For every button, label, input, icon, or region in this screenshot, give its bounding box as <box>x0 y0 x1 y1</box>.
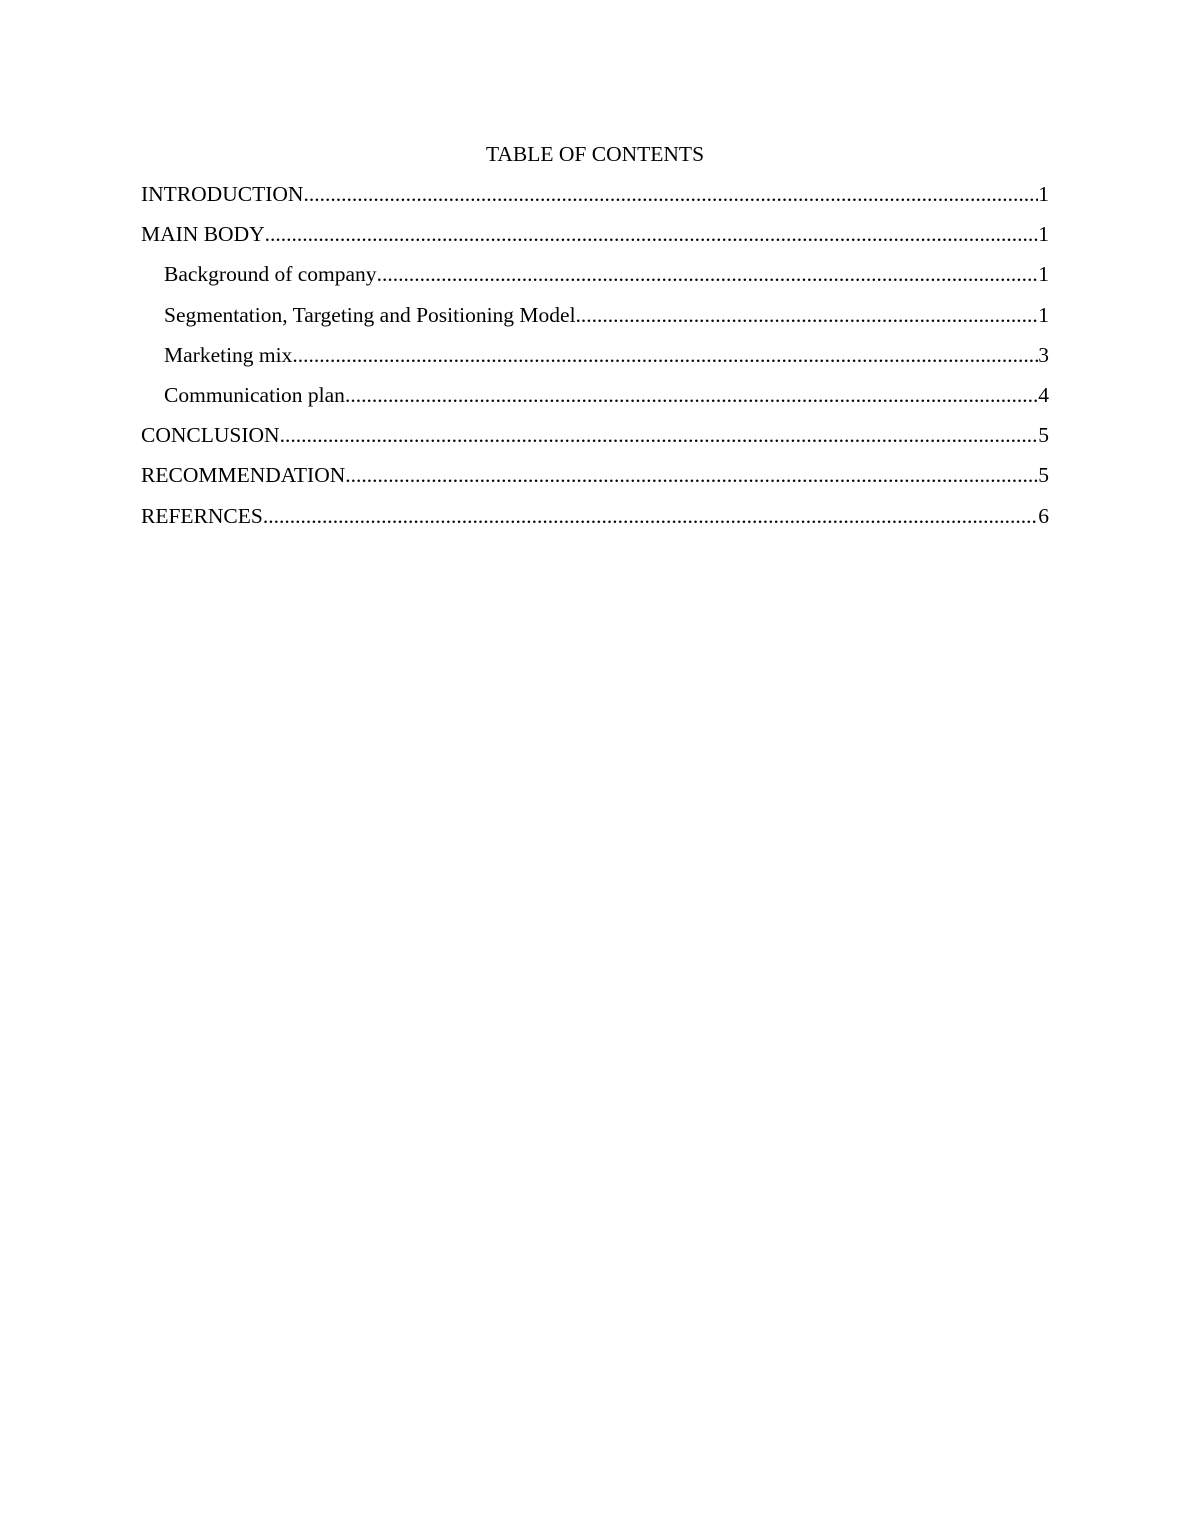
toc-dot-leader <box>345 461 1038 489</box>
toc-entry-text: MAIN BODY <box>141 222 265 247</box>
toc-dot-leader <box>265 220 1039 248</box>
toc-page-number: 1 <box>1038 182 1049 206</box>
toc-entry-introduction[interactable] <box>141 180 1049 220</box>
toc-page-number: 3 <box>1038 342 1049 367</box>
toc-entry-text: INTRODUCTION <box>141 182 304 206</box>
toc-dot-leader <box>280 421 1039 449</box>
toc-entry-text: Marketing mix <box>164 342 293 367</box>
toc-entry-text: Background of company <box>164 262 377 287</box>
toc-heading: TABLE OF CONTENTS <box>485 142 705 166</box>
toc-page-number: 1 <box>1038 262 1049 287</box>
toc-entry-text: CONCLUSION <box>141 423 280 448</box>
toc-entry-references[interactable] <box>141 502 1049 542</box>
toc-page-number: 1 <box>1038 222 1049 247</box>
toc-dot-leader <box>576 301 1039 329</box>
toc-dot-leader <box>263 502 1038 530</box>
toc-dot-leader <box>377 260 1039 288</box>
toc-entry-stp-model[interactable] <box>141 301 1049 341</box>
toc-entry-background-of-company[interactable] <box>141 260 1049 300</box>
toc-dot-leader <box>292 341 1038 369</box>
toc-page-number: 4 <box>1038 382 1049 407</box>
toc-entry-main-body[interactable] <box>141 220 1049 260</box>
toc-entry-communication-plan[interactable] <box>141 381 1049 421</box>
toc-dot-leader <box>303 180 1038 208</box>
toc-entry-marketing-mix[interactable] <box>141 341 1049 381</box>
toc-page-number: 5 <box>1038 423 1049 448</box>
toc-entry-text: Communication plan <box>164 382 345 407</box>
toc-list <box>141 180 1049 542</box>
toc-entry-text: REFERNCES <box>141 503 263 528</box>
toc-entry-conclusion[interactable] <box>141 421 1049 461</box>
toc-entry-text: RECOMMENDATION <box>141 463 346 488</box>
toc-dot-leader <box>345 381 1038 409</box>
toc-entry-recommendation[interactable] <box>141 461 1049 501</box>
toc-page-number: 6 <box>1038 503 1049 528</box>
toc-page-number: 1 <box>1038 302 1049 327</box>
toc-entry-text: Segmentation, Targeting and Positioning Model <box>164 302 576 327</box>
toc-page-number: 5 <box>1038 463 1049 488</box>
